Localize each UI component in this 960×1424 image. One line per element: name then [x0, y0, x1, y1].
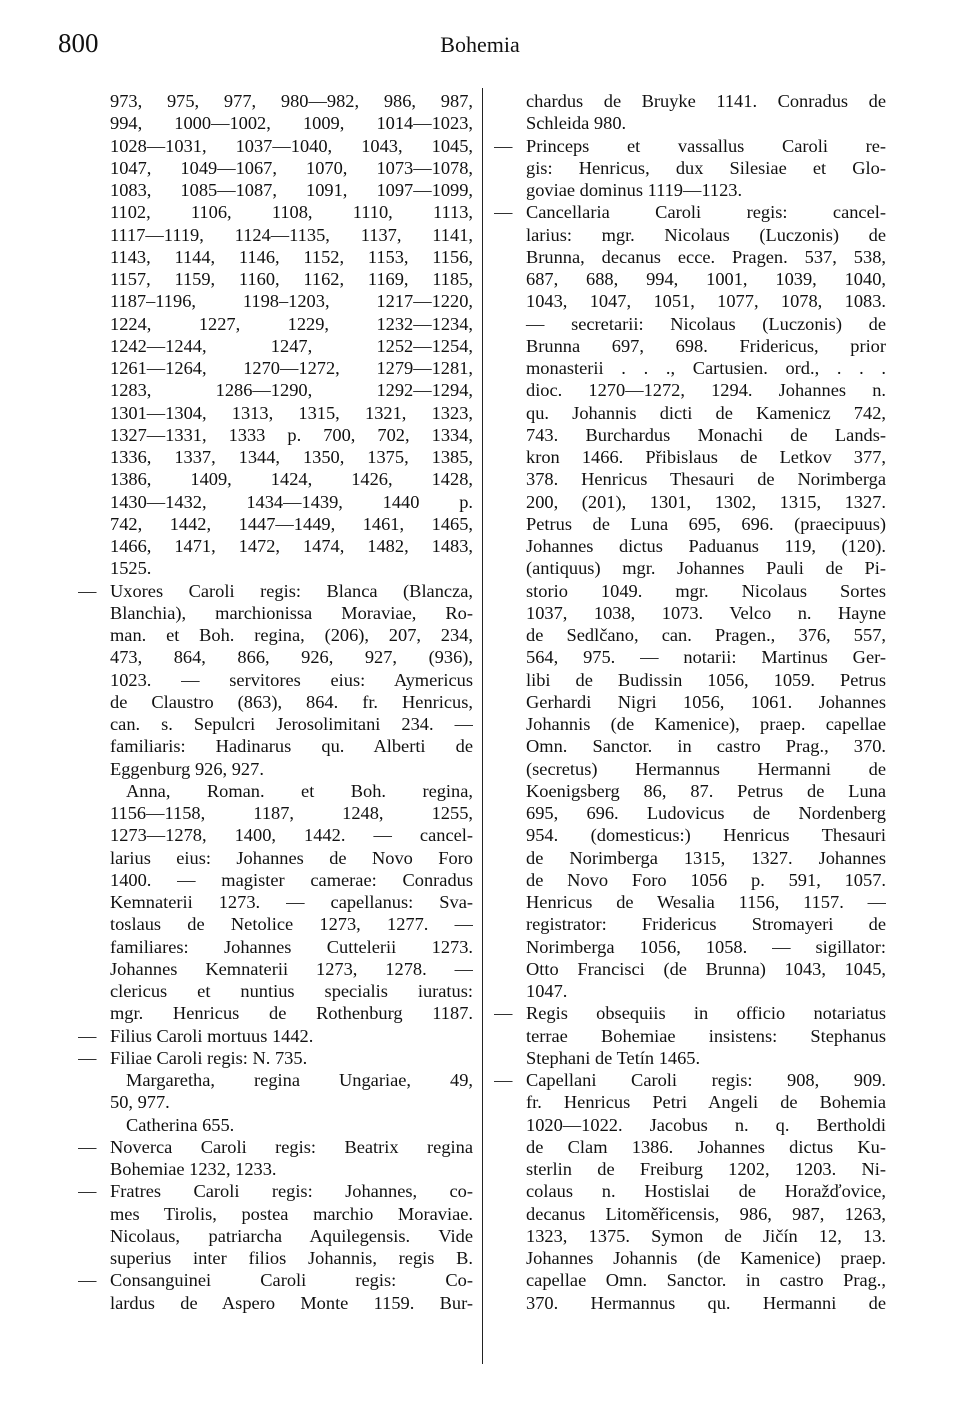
- entry-dash: —: [78, 1047, 97, 1068]
- text-line: [78, 313, 473, 335]
- entry-dash: —: [494, 1070, 513, 1090]
- text-line: [78, 1180, 473, 1202]
- text-line: [494, 446, 886, 468]
- text-line: [494, 135, 886, 157]
- line-text: dioc. 1270—1272, 1294. Johannes n.: [526, 380, 886, 401]
- line-text: libi de Budissin 1056, 1059. Petrus: [526, 669, 886, 690]
- line-text: 743. Burchardus Monachi de Lands-: [526, 424, 886, 445]
- line-text: 973, 975, 977, 980—982, 986, 987,: [110, 91, 473, 111]
- text-line: [78, 1091, 473, 1113]
- line-text: Johannis (de Kamenice), praep. capellae: [526, 714, 886, 734]
- line-text: 1273—1278, 1400, 1442. — cancel-: [110, 825, 473, 846]
- line-text: Anna, Roman. et Boh. regina,: [126, 780, 473, 801]
- line-text: 1143, 1144, 1146, 1152, 1153, 1156,: [110, 246, 473, 267]
- text-line: [78, 1114, 473, 1136]
- line-text: Noverca Caroli regis: Beatrix regina: [110, 1136, 473, 1157]
- text-line: [494, 290, 886, 312]
- line-text: Princeps et vassallus Caroli re-: [526, 135, 886, 156]
- text-line: [78, 758, 473, 780]
- line-text: Catherina 655.: [126, 1114, 235, 1135]
- entry-dash: —: [494, 135, 513, 156]
- entry-dash: —: [494, 1003, 513, 1024]
- line-text: Schleida 980.: [526, 113, 627, 134]
- line-text: 1430—1432, 1434—1439, 1440 p.: [110, 491, 473, 512]
- entry-dash: —: [78, 1181, 97, 1202]
- line-text: Blanchia), marchionissa Moraviae, Ro-: [110, 602, 473, 623]
- line-text: storio 1049. mgr. Nicolaus Sortes: [526, 580, 886, 601]
- line-text: Brunna, decanus ecce. Pragen. 537, 538,: [526, 246, 886, 267]
- entry-dash: —: [78, 1136, 97, 1157]
- text-line: [494, 468, 886, 490]
- text-line: [78, 913, 473, 935]
- line-text: de Norimberga 1315, 1327. Johannes: [526, 847, 886, 868]
- line-text: Bohemiae 1232, 1233.: [110, 1159, 277, 1179]
- line-text: 1242—1244, 1247, 1252—1254,: [110, 335, 473, 356]
- line-text: 1037, 1038, 1073. Velco n. Hayne: [526, 602, 886, 623]
- line-text: Nicolaus, patriarcha Aquilegensis. Vide: [110, 1225, 473, 1246]
- line-text: 1157, 1159, 1160, 1162, 1169, 1185,: [110, 269, 473, 289]
- text-line: [494, 580, 886, 602]
- line-text: Margaretha, regina Ungariae, 49,: [126, 1070, 473, 1090]
- text-line: [78, 179, 473, 201]
- line-text: 1386, 1409, 1424, 1426, 1428,: [110, 469, 473, 490]
- text-line: [78, 1158, 473, 1180]
- line-text: 378. Henricus Thesauri de Norimberga: [526, 469, 886, 490]
- text-line: [494, 90, 886, 112]
- line-text: de Sedlčano, can. Pragen., 376, 557,: [526, 625, 886, 645]
- line-text: can. s. Sepulcri Jerosolimitani 234. —: [110, 714, 473, 734]
- text-line: [78, 535, 473, 557]
- text-line: [78, 402, 473, 424]
- text-line: [494, 557, 886, 579]
- line-text: 200, (201), 1301, 1302, 1315, 1327.: [526, 491, 886, 512]
- text-line: [494, 646, 886, 668]
- text-line: [494, 1292, 886, 1314]
- text-line: [494, 224, 886, 246]
- text-line: [78, 357, 473, 379]
- text-line: [78, 780, 473, 802]
- text-line: [494, 246, 886, 268]
- left-column: [78, 90, 473, 1314]
- line-text: Omn. Sanctor. in castro Prag., 370.: [526, 736, 886, 757]
- line-text: 1117—1119, 1124—1135, 1137, 1141,: [110, 224, 473, 245]
- text-line: [494, 669, 886, 691]
- line-text: Henricus de Wesalia 1156, 1157. —: [526, 892, 886, 912]
- text-line: [494, 758, 886, 780]
- entry-dash: —: [78, 1025, 97, 1046]
- text-line: [494, 335, 886, 357]
- text-line: [494, 1180, 886, 1202]
- text-line: [78, 1025, 473, 1047]
- line-text: 1156—1158, 1187, 1248, 1255,: [110, 803, 473, 823]
- text-line: [78, 335, 473, 357]
- line-text: 1028—1031, 1037—1040, 1043, 1045,: [110, 135, 473, 156]
- text-line: [494, 1269, 886, 1291]
- line-text: Uxores Caroli regis: Blanca (Blancza,: [110, 580, 473, 601]
- text-line: [78, 1203, 473, 1225]
- line-text: Otto Francisci (de Brunna) 1043, 1045,: [526, 958, 886, 979]
- text-line: [494, 1225, 886, 1247]
- text-line: [78, 847, 473, 869]
- page-number: 800: [58, 28, 99, 58]
- line-text: colaus n. Hostislai de Horažďovice,: [526, 1181, 886, 1202]
- text-line: [78, 646, 473, 668]
- line-text: — secretarii: Nicolaus (Luczonis) de: [526, 313, 886, 334]
- line-text: capellae Omn. Sanctor. in castro Prag.,: [526, 1270, 886, 1291]
- line-text: Koenigsberg 86, 87. Petrus de Luna: [526, 780, 886, 801]
- text-line: [494, 157, 886, 179]
- text-line: [494, 824, 886, 846]
- text-line: [78, 135, 473, 157]
- line-text: Eggenburg 926, 927.: [110, 758, 264, 779]
- line-text: 1023. — servitores eius: Aymericus: [110, 669, 473, 690]
- text-line: [494, 1158, 886, 1180]
- text-line: [78, 112, 473, 134]
- line-text: 473, 864, 866, 926, 927, (936),: [110, 647, 473, 668]
- text-line: [494, 357, 886, 379]
- line-text: qu. Johannis dicti de Kamenicz 742,: [526, 402, 886, 423]
- text-line: [494, 1247, 886, 1269]
- line-text: Cancellaria Caroli regis: cancel-: [526, 202, 886, 223]
- line-text: 994, 1000—1002, 1009, 1014—1023,: [110, 113, 473, 134]
- text-line: [78, 958, 473, 980]
- line-text: 1400. — magister camerae: Conradus: [110, 869, 473, 890]
- line-text: Kemnaterii 1273. — capellanus: Sva-: [110, 892, 473, 912]
- line-text: toslaus de Netolice 1273, 1277. —: [110, 914, 473, 935]
- line-text: (antiquus) mgr. Johannes Pauli de Pi-: [526, 558, 886, 579]
- line-text: 1187–1196, 1198–1203, 1217—1220,: [110, 291, 473, 312]
- text-line: [78, 468, 473, 490]
- line-text: Johannes Kemnaterii 1273, 1278. —: [110, 958, 473, 979]
- line-text: 1283, 1286—1290, 1292—1294,: [110, 380, 473, 401]
- page-header: [0, 28, 960, 68]
- line-text: Capellani Caroli regis: 908, 909.: [526, 1070, 886, 1090]
- text-line: [78, 1225, 473, 1247]
- line-text: 695, 696. Ludovicus de Nordenberg: [526, 803, 886, 823]
- line-text: Stephani de Tetín 1465.: [526, 1047, 701, 1068]
- text-line: [78, 713, 473, 735]
- text-line: [494, 513, 886, 535]
- text-line: [78, 90, 473, 112]
- line-text: Filius Caroli mortuus 1442.: [110, 1025, 314, 1046]
- line-text: larius: mgr. Nicolaus (Luczonis) de: [526, 224, 886, 245]
- text-line: [494, 268, 886, 290]
- line-text: 1301—1304, 1313, 1315, 1321, 1323,: [110, 402, 473, 423]
- line-text: 1047.: [526, 981, 568, 1001]
- text-line: [78, 268, 473, 290]
- text-line: [78, 802, 473, 824]
- text-line: [78, 669, 473, 691]
- line-text: 564, 975. — notarii: Martinus Ger-: [526, 647, 886, 668]
- entry-dash: —: [494, 202, 513, 223]
- text-line: [78, 1002, 473, 1024]
- line-text: goviae dominus 1119—1123.: [526, 180, 743, 200]
- text-line: [78, 1269, 473, 1291]
- line-text: 1261—1264, 1270—1272, 1279—1281,: [110, 358, 473, 378]
- text-line: [494, 1136, 886, 1158]
- text-line: [494, 869, 886, 891]
- line-text: 1083, 1085—1087, 1091, 1097—1099,: [110, 180, 473, 200]
- text-line: [78, 824, 473, 846]
- line-text: 1525.: [110, 558, 152, 579]
- line-text: 1047, 1049—1067, 1070, 1073—1078,: [110, 157, 473, 178]
- text-line: [494, 691, 886, 713]
- text-line: [78, 1069, 473, 1091]
- line-text: clericus et nuntius specialis iuratus:: [110, 981, 473, 1001]
- text-line: [78, 1247, 473, 1269]
- running-title: Bohemia: [440, 32, 520, 57]
- text-line: [78, 290, 473, 312]
- text-line: [494, 424, 886, 446]
- text-line: [494, 913, 886, 935]
- line-text: terrae Bohemiae insistens: Stephanus: [526, 1025, 886, 1046]
- line-text: de Novo Foro 1056 p. 591, 1057.: [526, 869, 886, 890]
- text-line: [494, 112, 886, 134]
- line-text: 370. Hermannus qu. Hermanni de: [526, 1292, 886, 1313]
- column-divider: [482, 88, 483, 1364]
- text-line: [78, 980, 473, 1002]
- text-line: [78, 557, 473, 579]
- line-text: 1020—1022. Jacobus n. q. Bertholdi: [526, 1114, 886, 1135]
- text-line: [494, 802, 886, 824]
- line-text: sterlin de Freiburg 1202, 1203. Ni-: [526, 1159, 886, 1179]
- line-text: 1336, 1337, 1344, 1350, 1375, 1385,: [110, 447, 473, 467]
- text-line: [78, 735, 473, 757]
- text-line: [78, 1292, 473, 1314]
- text-line: [494, 780, 886, 802]
- text-line: [78, 157, 473, 179]
- text-line: [494, 958, 886, 980]
- text-line: [494, 602, 886, 624]
- text-line: [78, 602, 473, 624]
- text-line: [494, 980, 886, 1002]
- text-line: [494, 379, 886, 401]
- text-line: [494, 179, 886, 201]
- line-text: Filiae Caroli regis: N. 735.: [110, 1047, 308, 1068]
- line-text: Petrus de Luna 695, 696. (praecipuus): [526, 513, 886, 534]
- text-line: [494, 1025, 886, 1047]
- text-line: [494, 491, 886, 513]
- text-line: [494, 891, 886, 913]
- right-column: [494, 90, 886, 1314]
- line-text: 1466, 1471, 1472, 1474, 1482, 1483,: [110, 536, 473, 556]
- text-line: [78, 936, 473, 958]
- line-text: 1323, 1375. Symon de Jičín 12, 13.: [526, 1225, 886, 1246]
- line-text: gis: Henricus, dux Silesiae et Glo-: [526, 157, 886, 178]
- line-text: Johannes Johannis (de Kamenice) praep.: [526, 1248, 886, 1268]
- text-line: [494, 1114, 886, 1136]
- text-line: [494, 1203, 886, 1225]
- text-line: [494, 535, 886, 557]
- line-text: familiaris: Hadinarus qu. Alberti de: [110, 736, 473, 757]
- entry-dash: —: [78, 580, 97, 601]
- text-line: [78, 224, 473, 246]
- line-text: Gerhardi Nigri 1056, 1061. Johannes: [526, 691, 886, 712]
- line-text: larius eius: Johannes de Novo Foro: [110, 847, 473, 868]
- text-line: [78, 891, 473, 913]
- line-text: familiares: Johannes Cuttelerii 1273.: [110, 936, 473, 957]
- line-text: de Claustro (863), 864. fr. Henricus,: [110, 691, 473, 712]
- text-line: [78, 1047, 473, 1069]
- text-line: [494, 847, 886, 869]
- line-text: 954. (domesticus:) Henricus Thesauri: [526, 825, 886, 846]
- line-text: registrator: Fridericus Stromayeri de: [526, 914, 886, 935]
- text-line: [78, 446, 473, 468]
- text-line: [494, 936, 886, 958]
- line-text: (secretus) Hermannus Hermanni de: [526, 758, 886, 779]
- text-line: [494, 1047, 886, 1069]
- text-line: [494, 201, 886, 223]
- text-line: [494, 402, 886, 424]
- line-text: 1224, 1227, 1229, 1232—1234,: [110, 313, 473, 334]
- text-line: [494, 1002, 886, 1024]
- text-line: [78, 691, 473, 713]
- text-line: [494, 313, 886, 335]
- text-line: [78, 246, 473, 268]
- text-line: [78, 1136, 473, 1158]
- text-line: [78, 379, 473, 401]
- text-line: [78, 624, 473, 646]
- line-text: kron 1466. Přibislaus de Letkov 377,: [526, 447, 886, 467]
- line-text: 687, 688, 994, 1001, 1039, 1040,: [526, 269, 886, 289]
- text-line: [494, 713, 886, 735]
- text-line: [494, 1069, 886, 1091]
- line-text: 1102, 1106, 1108, 1110, 1113,: [110, 202, 473, 223]
- line-text: mes Tirolis, postea marchio Moraviae.: [110, 1203, 473, 1224]
- line-text: 1327—1331, 1333 p. 700, 702, 1334,: [110, 424, 473, 445]
- text-line: [78, 580, 473, 602]
- line-text: 1043, 1047, 1051, 1077, 1078, 1083.: [526, 291, 886, 312]
- text-line: [78, 513, 473, 535]
- line-text: fr. Henricus Petri Angeli de Bohemia: [526, 1092, 886, 1113]
- text-line: [494, 735, 886, 757]
- line-text: Consanguinei Caroli regis: Co-: [110, 1270, 473, 1291]
- line-text: Norimberga 1056, 1058. — sigillator:: [526, 936, 886, 957]
- line-text: mgr. Henricus de Rothenburg 1187.: [110, 1003, 473, 1024]
- text-line: [494, 1091, 886, 1113]
- line-text: lardus de Aspero Monte 1159. Bur-: [110, 1292, 473, 1313]
- line-text: man. et Boh. regina, (206), 207, 234,: [110, 625, 473, 645]
- text-line: [78, 424, 473, 446]
- line-text: Regis obsequiis in officio notariatus: [526, 1003, 886, 1024]
- line-text: chardus de Bruyke 1141. Conradus de: [526, 91, 886, 111]
- line-text: de Clam 1386. Johannes dictus Ku-: [526, 1136, 886, 1157]
- line-text: decanus Litoměřicensis, 986, 987, 1263,: [526, 1203, 886, 1224]
- line-text: Brunna 697, 698. Fridericus, prior: [526, 335, 886, 356]
- line-text: monasterii . . ., Cartusien. ord., . . .: [526, 358, 886, 378]
- text-line: [494, 624, 886, 646]
- line-text: Fratres Caroli regis: Johannes, co-: [110, 1181, 473, 1202]
- text-line: [78, 869, 473, 891]
- text-line: [78, 201, 473, 223]
- text-line: [78, 491, 473, 513]
- entry-dash: —: [78, 1270, 97, 1291]
- line-text: Johannes dictus Paduanus 119, (120).: [526, 536, 886, 556]
- line-text: 742, 1442, 1447—1449, 1461, 1465,: [110, 513, 473, 534]
- line-text: superius inter filios Johannis, regis B.: [110, 1248, 473, 1268]
- line-text: 50, 977.: [110, 1092, 170, 1113]
